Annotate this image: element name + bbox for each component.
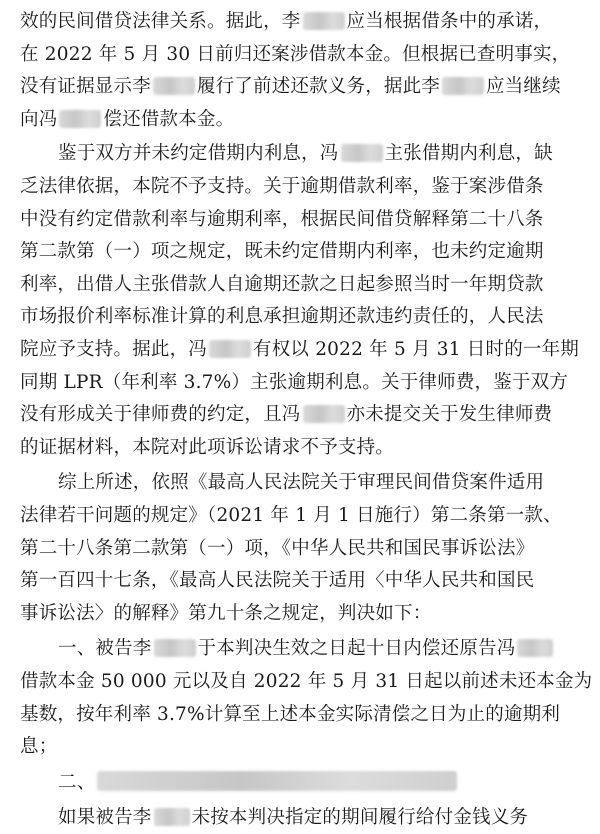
redacted-text bbox=[154, 808, 190, 826]
redacted-name bbox=[154, 639, 196, 657]
text-line: 借款本金 50 000 元以及自 2022 年 5 月 31 日起以前述未还本金为 bbox=[20, 671, 593, 692]
text-line: 基数，按年利率 3.7%计算至上述本金实际清偿之日为止的逾期利 bbox=[20, 703, 561, 725]
text-line: 没有证据显示李 履行了前述还款义务，据此李 应当继续 bbox=[20, 76, 561, 98]
text-line: 第二十八条第二款第（一）项，《中华人民共和国民事诉讼法》 bbox=[20, 537, 535, 559]
text-line: 同期 LPR（年利率 3.7%）主张逾期利息。关于律师费，鉴于双方 bbox=[20, 371, 569, 393]
redacted-name bbox=[442, 77, 484, 95]
text-line: 事诉讼法〉的解释》第九十条之规定，判决如下： bbox=[20, 602, 432, 624]
text-line: 第一百四十七条，《最高人民法院关于适用〈中华人民共和国民 bbox=[20, 570, 535, 592]
text-line: 中没有约定借款利率与逾期利率，根据民间借贷解释第二十八条 bbox=[20, 208, 544, 230]
text-line: 在 2022 年 5 月 30 日前归还案涉借款本金。但根据已查明事实， bbox=[20, 43, 571, 65]
text-line: 法律若干问题的规定》（2021 年 1 月 1 日施行）第二条第一款、 bbox=[20, 505, 562, 526]
paragraph-start-line: 鉴于双方并未约定借期内利息，冯 主张借期内利息，缺 bbox=[58, 143, 553, 165]
text-line: 息； bbox=[20, 736, 58, 758]
redacted-name bbox=[341, 144, 383, 162]
text-line: 乏法律依据，本院不予支持。关于逾期借款利率，鉴于案涉借条 bbox=[20, 176, 544, 197]
text-line: 第二款第（一）项之规定，既未约定借期内利率，也未约定逾期 bbox=[20, 241, 544, 263]
redacted-name bbox=[59, 110, 101, 128]
text-line: 向冯 偿还借款本金。 bbox=[20, 108, 235, 130]
judgment-item-1: 一、被告李 于本判决生效之日起十日内偿还原告冯 bbox=[58, 633, 555, 665]
text-line: 利率，出借人主张借款人自逾期还款之日起参照当时一年期贷款 bbox=[20, 273, 544, 295]
paragraph-start-line: 综上所述，依照《最高人民法院关于审理民间借贷案件适用 bbox=[58, 472, 545, 494]
text-line: 没有形成关于律师费的约定，且冯 亦未提交关于发生律师费 bbox=[20, 404, 553, 426]
redacted-name bbox=[153, 77, 195, 95]
redacted-name bbox=[303, 12, 345, 30]
text-line: 市场报价利率标准计算的利息承担逾期还款违约责任的，人民法 bbox=[20, 306, 544, 328]
text-line: 的证据材料，本院对此项诉讼请求不予支持。 bbox=[20, 436, 395, 458]
text-line: 院应予支持。据此，冯 有权以 2022 年 5 月 31 日时的一年期 bbox=[20, 339, 579, 360]
text-line: 二、 bbox=[58, 767, 459, 799]
redacted-name bbox=[303, 405, 345, 423]
redacted-name bbox=[517, 639, 553, 657]
text-line: 如果被告李 未按本判决指定的期间履行给付金钱义务 bbox=[58, 807, 529, 829]
text-line: 效的民间借贷法律关系。据此，李 应当根据借条中的承诺， bbox=[20, 11, 553, 32]
redacted-text bbox=[97, 771, 457, 791]
redacted-name bbox=[209, 340, 251, 358]
